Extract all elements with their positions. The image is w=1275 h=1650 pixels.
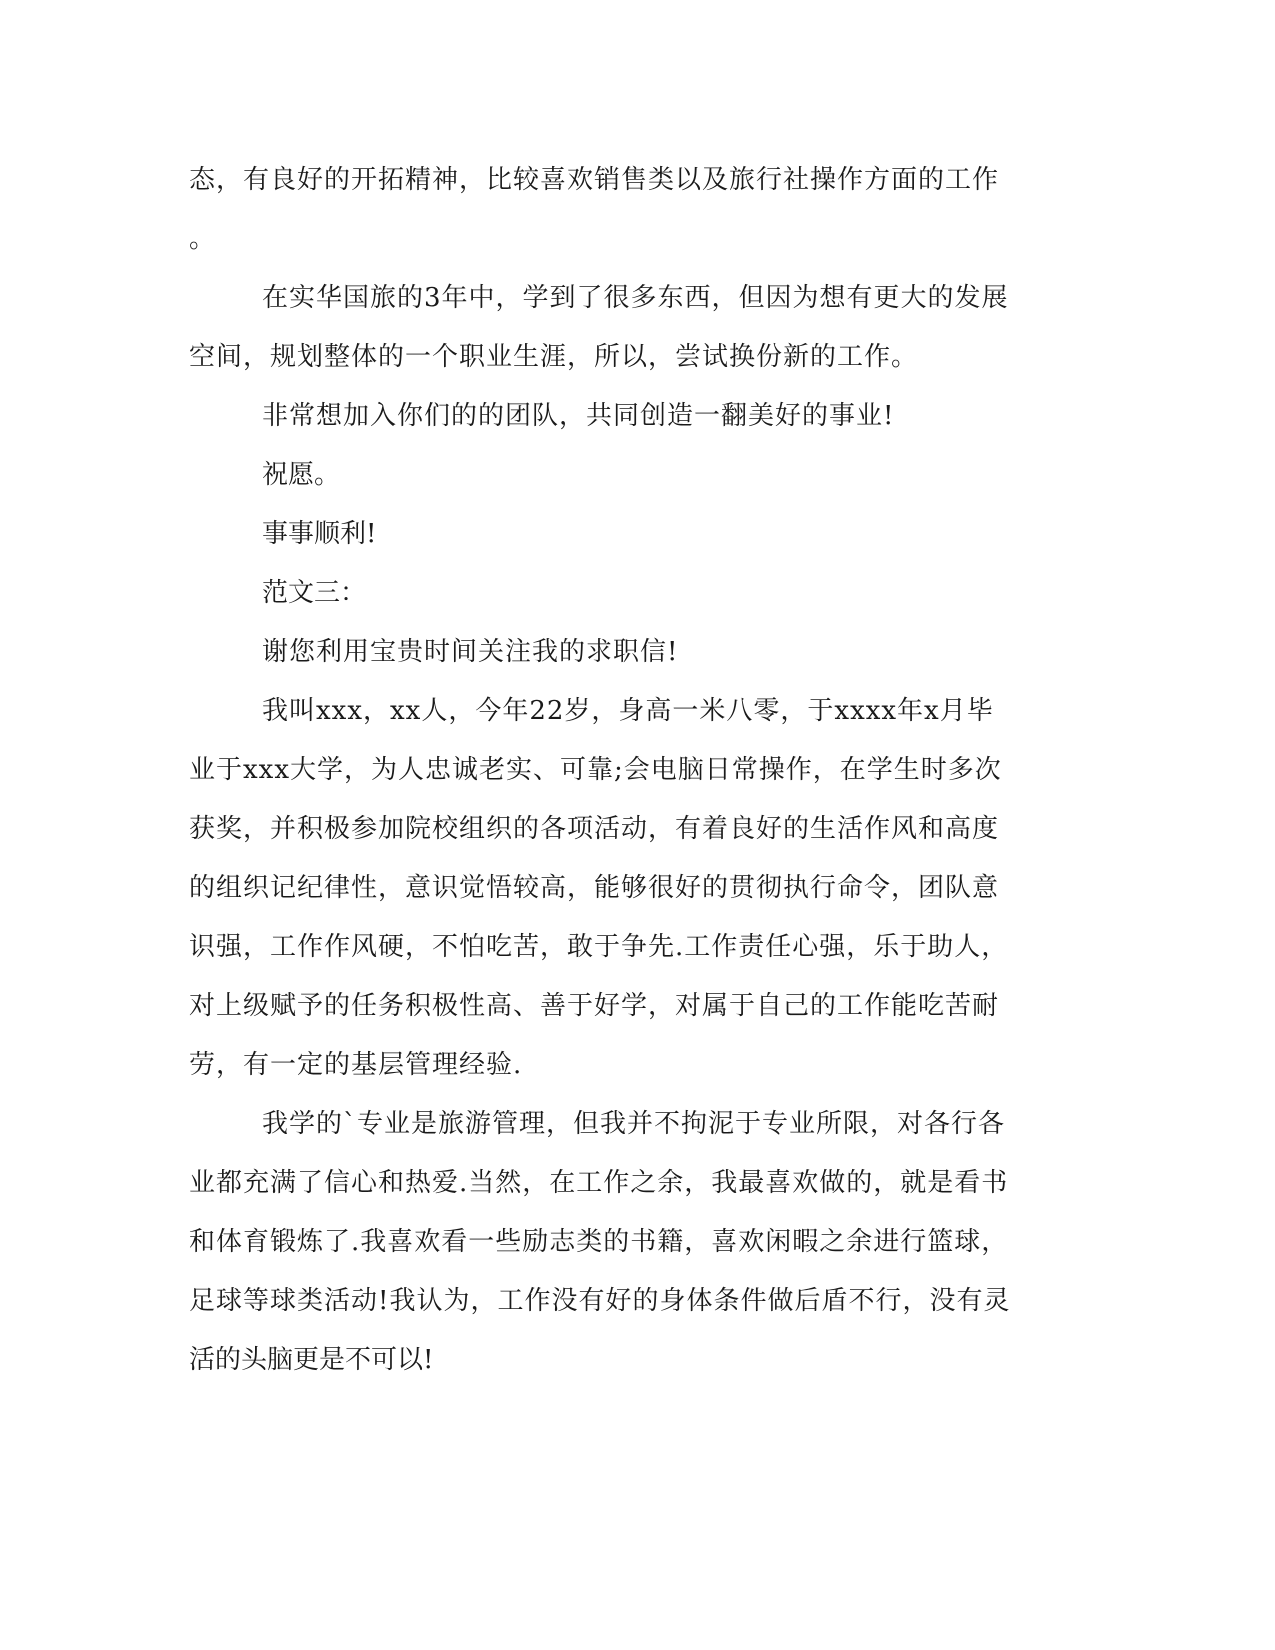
text-line: 态，有良好的开拓精神，比较喜欢销售类以及旅行社操作方面的工作 [189, 165, 1000, 195]
text-line: 劳，有一定的基层管理经验. [189, 1050, 523, 1080]
text-line: 我学的`专业是旅游管理，但我并不拘泥于专业所限，对各行各 [262, 1109, 1006, 1139]
text-line: 和体育锻炼了.我喜欢看一些励志类的书籍，喜欢闲暇之余进行篮球， [189, 1227, 1009, 1257]
text-line: 识强，工作作风硬，不怕吃苦，敢于争先.工作责任心强，乐于助人， [189, 932, 1009, 962]
text-line: 非常想加入你们的的团队，共同创造一翻美好的事业! [262, 401, 895, 431]
text-line: 获奖，并积极参加院校组织的各项活动，有着良好的生活作风和高度 [189, 814, 1000, 844]
section-heading: 范文三： [262, 578, 367, 608]
text-line: 的组织记纪律性，意识觉悟较高，能够很好的贯彻执行命令，团队意 [189, 873, 1000, 903]
text-line: 对上级赋予的任务积极性高、善于好学，对属于自己的工作能吃苦耐 [189, 991, 1000, 1021]
text-line: 空间，规划整体的一个职业生涯，所以，尝试换份新的工作。 [189, 342, 919, 372]
text-line: 谢您利用宝贵时间关注我的求职信! [262, 637, 679, 667]
text-line: 。 [189, 224, 216, 254]
text-line: 事事顺利! [262, 519, 377, 549]
text-line: 我叫xxx，xx人，今年22岁，身高一米八零，于xxxx年x月毕 [262, 696, 994, 726]
text-line: 足球等球类活动!我认为，工作没有好的身体条件做后盾不行，没有灵 [189, 1286, 1011, 1316]
text-line: 在实华国旅的3年中，学到了很多东西，但因为想有更大的发展 [262, 283, 1009, 313]
text-line: 活的头脑更是不可以! [189, 1345, 434, 1375]
text-line: 业都充满了信心和热爱.当然，在工作之余，我最喜欢做的，就是看书 [189, 1168, 1009, 1198]
text-line: 祝愿。 [262, 460, 341, 490]
text-line: 业于xxx大学，为人忠诚老实、可靠;会电脑日常操作，在学生时多次 [189, 755, 1002, 785]
